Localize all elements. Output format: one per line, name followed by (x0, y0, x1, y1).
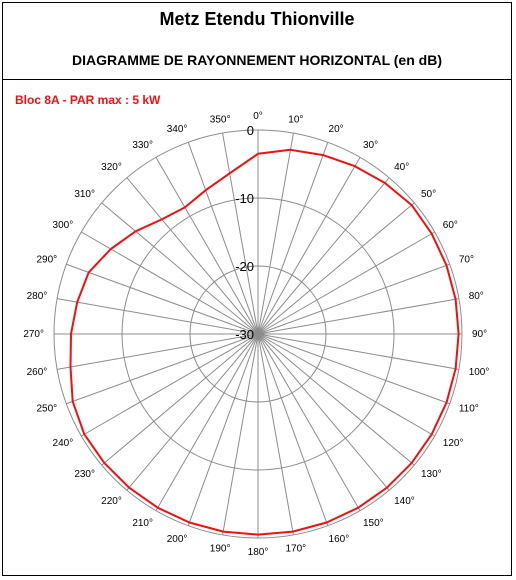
angle-tick-label: 60° (442, 220, 458, 231)
angle-tick-label: 30° (363, 140, 379, 152)
angle-tick-label: 50° (420, 188, 437, 200)
radial-tick-label: -20 (235, 259, 254, 274)
polar-chart (3, 3, 511, 575)
angle-tick-label: 200° (166, 533, 188, 545)
angle-tick-label: 330° (132, 140, 153, 152)
angle-tick-label: 90° (472, 329, 488, 340)
angle-tick-label: 230° (74, 469, 96, 481)
angle-tick-label: 280° (26, 291, 48, 303)
angle-tick-label: 80° (468, 291, 484, 303)
angle-tick-label: 320° (101, 162, 122, 174)
angle-tick-label: 250° (36, 403, 58, 415)
angle-tick-label: 310° (74, 188, 96, 200)
series-label: Bloc 8A - PAR max : 5 kW (15, 93, 161, 107)
angle-tick-label: 260° (26, 366, 48, 378)
radial-tick-label: -10 (235, 191, 254, 206)
angle-tick-label: 210° (132, 517, 153, 529)
angle-tick-label: 180° (247, 547, 269, 558)
radial-tick-label: -30 (235, 327, 254, 342)
angle-tick-label: 170° (285, 543, 307, 555)
angle-tick-label: 130° (420, 469, 442, 481)
angle-tick-label: 120° (442, 438, 464, 449)
chart-frame (2, 2, 512, 576)
angle-tick-label: 110° (458, 403, 479, 415)
angle-tick-label: 300° (52, 220, 74, 231)
angle-tick-label: 100° (468, 366, 490, 378)
angle-tick-label: 290° (36, 254, 58, 266)
page-title: Metz Etendu Thionville (159, 9, 355, 29)
angle-tick-label: 140° (394, 495, 415, 507)
chart-title: DIAGRAMME DE RAYONNEMENT HORIZONTAL (en dB) (72, 52, 442, 68)
angle-tick-label: 150° (363, 517, 384, 529)
radial-tick-label: 0 (246, 123, 254, 138)
angle-tick-label: 10° (288, 114, 304, 126)
angle-tick-label: 350° (209, 114, 231, 126)
angle-tick-label: 340° (166, 124, 188, 136)
angle-tick-label: 70° (458, 254, 474, 266)
angle-tick-label: 270° (23, 329, 44, 340)
angle-tick-label: 160° (328, 533, 350, 545)
angle-tick-label: 190° (209, 543, 231, 555)
angle-tick-label: 240° (52, 438, 74, 449)
angle-tick-label: 20° (328, 124, 344, 136)
angle-tick-label: 0° (253, 111, 263, 122)
angle-tick-label: 40° (394, 162, 410, 174)
angle-tick-label: 220° (101, 495, 122, 507)
